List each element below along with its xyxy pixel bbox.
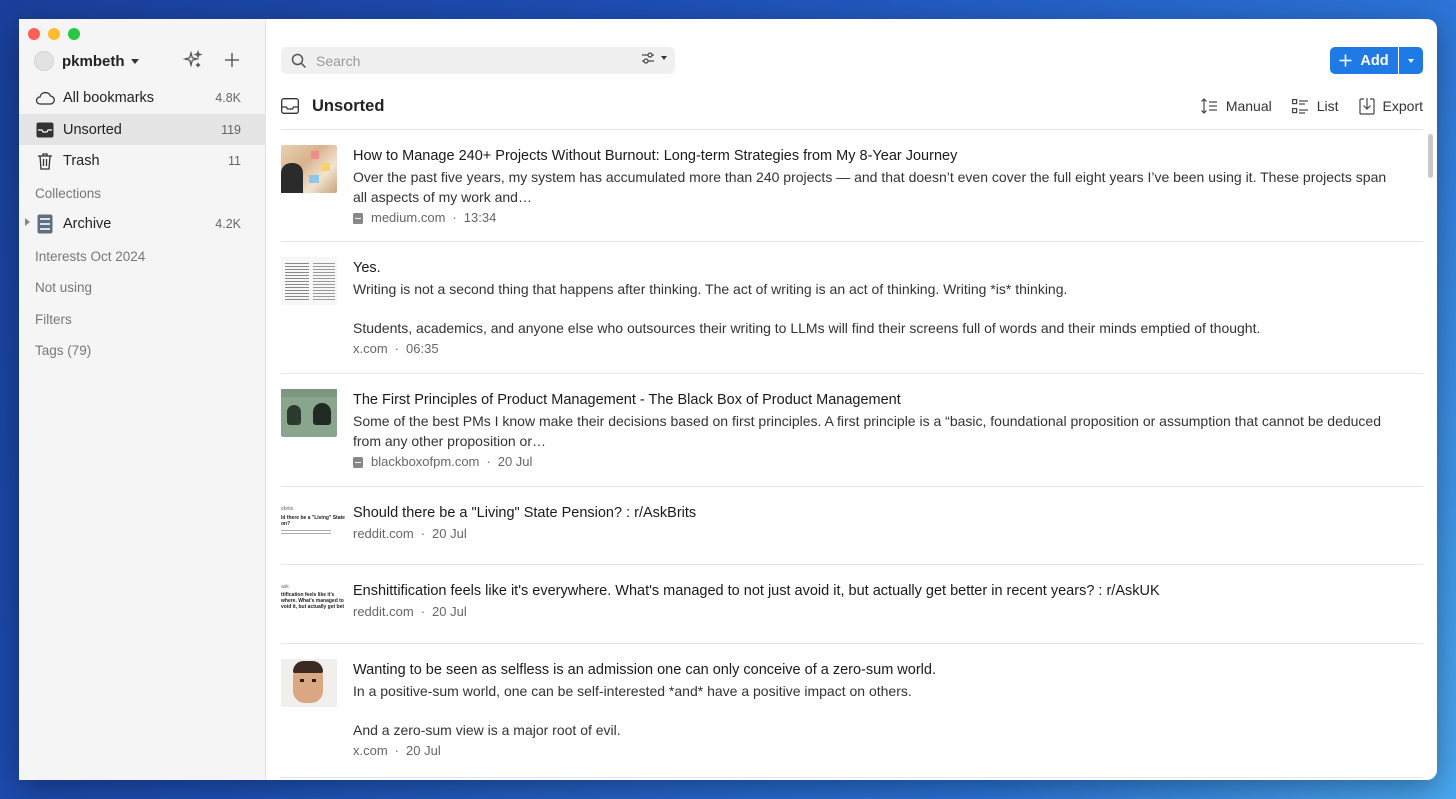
sparkle-icon[interactable] (183, 50, 203, 70)
bookmark-row[interactable] (281, 242, 1423, 374)
bookmark-time: 20 Jul (432, 526, 467, 541)
list-toolbar (1200, 97, 1423, 115)
bookmark-time: 20 Jul (406, 743, 441, 758)
add-button-group (1330, 47, 1423, 74)
sort-button[interactable] (1200, 98, 1272, 114)
scrollbar[interactable] (1428, 134, 1433, 178)
archive-icon (35, 214, 55, 234)
sort-icon (1200, 98, 1218, 114)
bookmark-excerpt: Over the past five years, my system has accumulated more than 240 projects — and that doesn’t even cover the full eight years I’ve been using it. These projects span all aspects of my work and… (353, 169, 1387, 205)
search-filter-button[interactable] (641, 52, 667, 64)
search-icon (291, 53, 307, 69)
section-interests[interactable]: Interests Oct 2024 (35, 249, 146, 264)
list-header (281, 94, 1423, 118)
bookmark-excerpt: In a positive-sum world, one can be self-interested *and* have a positive impact on others. (353, 683, 912, 699)
page-title: Unsorted (312, 96, 385, 115)
bookmark-meta: blackboxofpm.com · 20 Jul (353, 453, 1393, 471)
bookmark-meta: reddit.com · 20 Jul (353, 526, 467, 541)
sidebar-item-label: Unsorted (63, 121, 122, 138)
bookmark-title[interactable]: Enshittification feels like it's everywhere. What's managed to not just avoid it, but actually get better in recent years? : r/AskUK (353, 583, 1160, 599)
thumbnail-text: ld there be a "Living" State (281, 515, 345, 521)
thumbnail-text: ask (281, 584, 289, 590)
export-label: Export (1382, 98, 1423, 114)
add-dropdown-button[interactable] (1399, 47, 1423, 74)
chevron-down-icon (1408, 59, 1414, 63)
bookmark-row[interactable] (281, 374, 1423, 487)
thumbnail-text: ebrits (281, 506, 294, 512)
chevron-down-icon (661, 56, 667, 60)
search-input[interactable] (316, 53, 616, 69)
thumbnail-text: on? (281, 521, 291, 527)
bookmark-title[interactable]: How to Manage 240+ Projects Without Burnout: Long-term Strategies from My 8-Year Journey (353, 148, 958, 164)
sidebar-item-count: 11 (228, 153, 241, 168)
inbox-icon (281, 98, 299, 114)
cloud-icon (35, 88, 55, 108)
bookmark-meta: medium.com · 13:34 (353, 209, 1393, 227)
bookmark-thumbnail (281, 659, 337, 707)
close-window-button[interactable] (28, 28, 40, 40)
sidebar-item-label: Trash (63, 152, 100, 169)
minimize-window-button[interactable] (48, 28, 60, 40)
sidebar-item-label: Archive (63, 215, 112, 232)
view-mode-label: List (1316, 98, 1339, 114)
bookmark-thumbnail (281, 257, 337, 305)
bookmark-time: 20 Jul (432, 604, 467, 619)
bookmark-domain: reddit.com (353, 604, 414, 619)
zoom-window-button[interactable] (68, 28, 80, 40)
add-button-label: Add (1360, 52, 1389, 69)
bookmark-row[interactable] (281, 644, 1423, 778)
trash-icon (35, 151, 55, 171)
list-view-icon (1292, 99, 1309, 114)
bookmark-thumbnail (281, 580, 345, 628)
sidebar-item-count: 4.8K (215, 90, 241, 105)
bookmark-time: 06:35 (406, 341, 439, 356)
article-icon (353, 457, 363, 468)
export-button[interactable] (1359, 97, 1423, 115)
article-icon (353, 213, 363, 224)
user-menu[interactable] (34, 50, 254, 72)
bookmark-domain: x.com (353, 743, 388, 758)
sidebar-item-trash[interactable] (19, 145, 265, 176)
sidebar-item-label: All bookmarks (63, 89, 155, 106)
sliders-icon (641, 52, 655, 64)
bookmark-excerpt: Some of the best PMs I know make their decisions based on first principles. A first principle is a “basic, foundational proposition or assumption that cannot be deduced from any other proposition or… (353, 413, 1382, 449)
sidebar-item-unsorted[interactable] (19, 114, 265, 145)
export-icon (1359, 97, 1375, 115)
bookmark-meta: reddit.com · 20 Jul (353, 604, 467, 619)
sidebar-item-count: 119 (221, 122, 241, 137)
bookmark-time: 20 Jul (497, 454, 533, 469)
bookmark-domain: reddit.com (353, 526, 414, 541)
add-collection-icon[interactable] (223, 50, 241, 70)
bookmark-meta: x.com · 20 Jul (353, 743, 441, 758)
bookmark-row[interactable] (281, 487, 1423, 565)
section-not-using[interactable]: Not using (35, 280, 93, 295)
thumbnail-text: where. What's managed to (281, 598, 344, 604)
thumbnail-text: ttification feels like it's (281, 592, 335, 598)
sidebar (19, 19, 266, 780)
bookmark-excerpt-paragraph: Students, academics, and anyone else who outsources their writing to LLMs will find their screens full of words and their minds emptied of thought. (353, 319, 1261, 336)
sidebar-item-archive[interactable] (19, 208, 265, 239)
section-tags[interactable]: Tags (79) (35, 343, 92, 358)
bookmark-thumbnail (281, 145, 337, 193)
bookmark-list (281, 129, 1423, 780)
search-bar[interactable] (281, 47, 675, 74)
chevron-down-icon (131, 59, 139, 64)
plus-icon (1339, 54, 1352, 67)
avatar (34, 51, 54, 71)
section-collections[interactable]: Collections (35, 186, 102, 201)
inbox-icon (35, 120, 55, 140)
sidebar-item-count: 4.2K (215, 216, 241, 231)
section-filters[interactable]: Filters (35, 312, 72, 327)
main-content (266, 19, 1437, 780)
window-controls (28, 28, 80, 40)
bookmark-title[interactable]: Yes. (353, 260, 381, 276)
sort-label: Manual (1225, 98, 1272, 114)
bookmark-domain: medium.com (371, 210, 446, 225)
bookmark-domain: blackboxofpm.com (371, 454, 480, 469)
bookmark-row[interactable] (281, 565, 1423, 644)
view-mode-button[interactable] (1292, 98, 1339, 114)
bookmark-thumbnail (281, 389, 337, 437)
bookmark-thumbnail (281, 502, 345, 550)
bookmark-excerpt: Writing is not a second thing that happens after thinking. The act of writing is an act of thinking. Writing *is* thinking. (353, 281, 1068, 297)
add-button[interactable] (1330, 47, 1398, 74)
bookmark-excerpt-paragraph: And a zero-sum view is a major root of evil. (353, 721, 621, 738)
bookmark-domain: x.com (353, 341, 388, 356)
username: pkmbeth (62, 52, 125, 70)
bookmark-title[interactable]: The First Principles of Product Management - The Black Box of Product Management (353, 392, 901, 408)
bookmark-row[interactable] (281, 130, 1423, 242)
bookmark-meta: x.com · 06:35 (353, 341, 439, 356)
bookmark-title[interactable]: Should there be a "Living" State Pension? : r/AskBrits (353, 505, 697, 521)
sidebar-item-all-bookmarks[interactable] (19, 82, 265, 113)
app-window (19, 19, 1437, 780)
bookmark-time: 13:34 (463, 210, 497, 225)
thumbnail-text: void it, but actually get bet (281, 604, 345, 610)
bookmark-title[interactable]: Wanting to be seen as selfless is an admission one can only conceive of a zero-sum world. (353, 662, 936, 678)
